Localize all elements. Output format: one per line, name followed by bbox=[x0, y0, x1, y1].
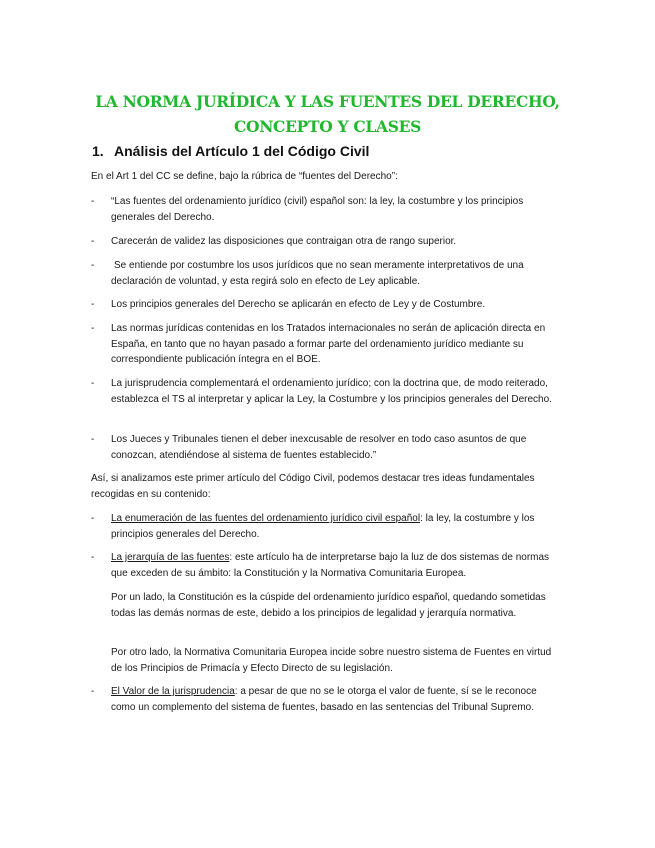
list-dash: - bbox=[91, 686, 95, 697]
list-dash: - bbox=[91, 552, 95, 563]
document-title-line-2: CONCEPTO Y CLASES bbox=[233, 117, 422, 136]
quote-item: La jurisprudencia complementará el ordenamiento jurídico; con la doctrina que, de modo reiterado, establezca el TS al interpretar y aplicar la Ley, la Costumbre y los principios generales del Derecho. bbox=[111, 378, 552, 405]
section-number: 1. bbox=[92, 143, 104, 159]
idea-text: : este artículo ha de interpretarse bajo la luz de dos sistemas de normas que exceden de su ámbito: la Constitución y la Normativa Comunitaria Europea. bbox=[111, 552, 550, 579]
idea-text: : la ley, la costumbre y los principios generales del Derecho. bbox=[111, 513, 535, 540]
list-dash: - bbox=[91, 299, 95, 310]
list-dash: - bbox=[91, 323, 95, 334]
quote-item: “Las fuentes del ordenamiento jurídico (civil) español son: la ley, la costumbre y los principios generales del Derecho. bbox=[111, 196, 524, 223]
list-dash: - bbox=[91, 378, 95, 389]
intro-paragraph: En el Art 1 del CC se define, bajo la rúbrica de “fuentes del Derecho”: bbox=[91, 171, 398, 182]
idea-item bbox=[111, 684, 563, 715]
idea-label: La enumeración de las fuentes del ordenamiento jurídico civil español bbox=[111, 513, 421, 524]
quote-item: Carecerán de validez las disposiciones que contraigan otra de rango superior. bbox=[111, 236, 457, 247]
quote-item: Los Jueces y Tribunales tienen el deber inexcusable de resolver en todo caso asuntos de que conozcan, atendiéndose al sistema de fuentes establecido.” bbox=[111, 434, 527, 461]
list-dash: - bbox=[91, 236, 95, 247]
quote-item: Se entiende por costumbre los usos jurídicos que no sean meramente interpretativos de una declaración de voluntad, y esta regirá solo en efecto de Ley aplicable. bbox=[111, 260, 524, 287]
idea-paragraph: Por un lado, la Constitución es la cúspide del ordenamiento jurídico español, quedando sometidas todas las demás normas de este, debido a los principios de legalidad y jerarquía normativa. bbox=[111, 592, 546, 619]
section-heading-text: Análisis del Artículo 1 del Código Civil bbox=[114, 143, 370, 159]
idea-paragraph: Por otro lado, la Normativa Comunitaria Europea incide sobre nuestro sistema de Fuentes en virtud de los Principios de Primacía y Efecto Directo de su legislación. bbox=[111, 647, 552, 674]
summary-intro-paragraph: Así, si analizamos este primer artículo del Código Civil, podemos destacar tres ideas fundamentales recogidas en su contenido: bbox=[91, 473, 535, 500]
idea-label: El Valor de la jurisprudencia bbox=[111, 686, 235, 697]
idea-text: : a pesar de que no se le otorga el valor de fuente, sí se le reconoce como un complemento del sistema de fuentes, basado en las sentencias del Tribunal Supremo. bbox=[111, 686, 537, 713]
idea-item bbox=[111, 511, 563, 542]
list-dash: - bbox=[91, 260, 95, 271]
quote-item: Las normas jurídicas contenidas en los Tratados internacionales no serán de aplicación directa en España, en tanto que no hayan pasado a formar parte del ordenamiento jurídico mediante su correspondiente publicación íntegra en el BOE. bbox=[111, 323, 546, 365]
quote-item: Los principios generales del Derecho se aplicarán en efecto de Ley y de Costumbre. bbox=[111, 299, 486, 310]
idea-item bbox=[111, 550, 563, 581]
idea-label: La jerarquía de las fuentes bbox=[111, 552, 230, 563]
document-title-line-1: LA NORMA JURÍDICA Y LAS FUENTES DEL DERECHO, bbox=[95, 92, 560, 111]
section-heading bbox=[92, 143, 369, 159]
list-dash: - bbox=[91, 513, 95, 524]
list-dash: - bbox=[91, 434, 95, 445]
list-dash: - bbox=[91, 196, 95, 207]
